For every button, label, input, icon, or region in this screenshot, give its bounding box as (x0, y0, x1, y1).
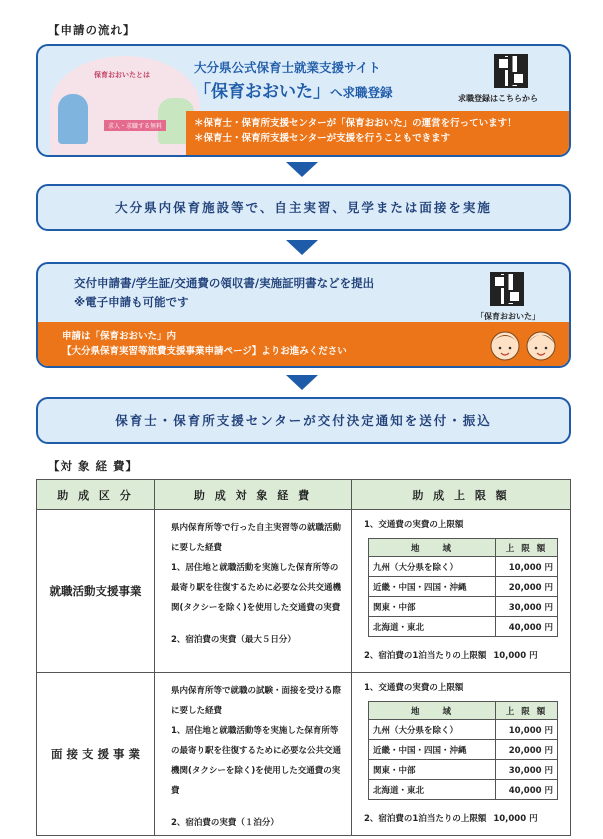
limit-title: 1、交通費の実費の上限額 (364, 520, 464, 530)
expense-intro: 県内保育所等で就職の試験・面接を受ける際に要した経費 (171, 686, 342, 716)
region-header: 地 域 (369, 702, 496, 720)
table-header-row (37, 480, 571, 510)
step3-orange-line2: 【大分県保育実習等旅費支援事業申請ページ】よりお進みください (62, 346, 347, 357)
region-amount: 20,000 円 (496, 577, 558, 597)
region-row (369, 557, 558, 577)
region-limit-table (368, 701, 558, 800)
step3-orange-line1: 申請は「保育おおいた」内 (62, 331, 177, 342)
region-amount: 10,000 円 (496, 720, 558, 740)
step1-notes (186, 111, 571, 157)
region-amount: 20,000 円 (496, 740, 558, 760)
step1-title-line1: 大分県公式保育士就業支援サイト (194, 60, 381, 75)
region-limit-table (368, 538, 558, 637)
region-amount: 40,000 円 (496, 780, 558, 800)
region-name: 近畿・中国・四国・沖縄 (369, 740, 496, 760)
category-cell: 面 接 支 援 事 業 (37, 673, 155, 836)
application-qr-code[interactable] (490, 272, 524, 306)
step2-card (36, 184, 571, 231)
region-name: 九州（大分県を除く） (369, 557, 496, 577)
step4-card (36, 397, 571, 444)
region-name: 関東・中部 (369, 597, 496, 617)
limit-cell (352, 510, 571, 673)
region-name: 北海道・東北 (369, 617, 496, 637)
site-thumbnail[interactable] (50, 56, 200, 156)
region-name: 九州（大分県を除く） (369, 720, 496, 740)
thumb-button: 求人・求職する無料 (104, 120, 166, 131)
header-expense: 助 成 対 象 経 費 (155, 480, 352, 510)
expense-cell (155, 673, 352, 836)
expense-item-2: 2、宿泊費の実費（１泊分） (171, 818, 279, 828)
step3-line1: 交付申請書/学生証/交通費の領収書/実施証明書などを提出 (74, 276, 375, 290)
expense-item-1: 1、居住地と就職活動等を実施した保育所等の最寄り駅を往復するために必要な公共交通機関(タクシーを除く)を使用した交通費の実費 (171, 726, 342, 796)
region-row (369, 597, 558, 617)
region-header: 地 域 (369, 539, 496, 557)
region-amount: 40,000 円 (496, 617, 558, 637)
step3-card (36, 262, 571, 368)
amount-header: 上 限 額 (496, 539, 558, 557)
site-name: 「保育おおいた」 (194, 82, 330, 102)
table-row (37, 510, 571, 673)
expense-intro: 県内保育所等で行った自主実習等の就職活動に要した経費 (171, 523, 342, 553)
expense-cell (155, 510, 352, 673)
amount-header: 上 限 額 (496, 702, 558, 720)
lodging-limit-amount: 10,000 円 (493, 814, 538, 824)
region-row (369, 740, 558, 760)
lodging-limit (364, 812, 560, 824)
application-qr-caption: 「保育おおいた」 (476, 312, 540, 321)
flow-title: 【申請の流れ】 (48, 23, 136, 37)
region-amount: 30,000 円 (496, 760, 558, 780)
table-row (37, 673, 571, 836)
region-row (369, 780, 558, 800)
register-qr-caption: 求職登録はこちらから (458, 94, 538, 103)
region-name: 関東・中部 (369, 760, 496, 780)
limit-title: 1、交通費の実費の上限額 (364, 683, 464, 693)
children-illustration (483, 326, 563, 364)
step1-note-2: ＊保育士・保育所支援センターが支援を行うこともできます (194, 133, 451, 144)
thumb-people (58, 94, 88, 144)
region-amount: 10,000 円 (496, 557, 558, 577)
step2-text: 大分県内保育施設等で、自主実習、見学または面接を実施 (115, 200, 492, 215)
limit-cell (352, 673, 571, 836)
expense-table (36, 479, 571, 836)
register-text: へ求職登録 (330, 85, 393, 100)
expense-item-2: 2、宿泊費の実費（最大５日分） (171, 635, 296, 645)
lodging-limit-label: 2、宿泊費の1泊当たりの上限額 (364, 651, 487, 661)
lodging-limit-label: 2、宿泊費の1泊当たりの上限額 (364, 814, 487, 824)
lodging-limit-amount: 10,000 円 (493, 651, 538, 661)
down-arrow-3 (286, 375, 318, 390)
header-limit: 助 成 上 限 額 (352, 480, 571, 510)
expense-item-1: 1、居住地と就職活動を実施した保育所等の最寄り駅を往復するために必要な公共交通機関(タクシーを除く)を使用した交通費の実費 (171, 563, 342, 613)
region-row (369, 760, 558, 780)
down-arrow-2 (286, 240, 318, 255)
register-qr-code[interactable] (494, 54, 528, 88)
lodging-limit (364, 649, 560, 661)
region-row (369, 577, 558, 597)
region-name: 近畿・中国・四国・沖縄 (369, 577, 496, 597)
step4-text: 保育士・保育所支援センターが交付決定通知を送付・振込 (115, 413, 492, 428)
thumb-heading: 保育おおいたとは (94, 71, 150, 79)
step1-note-1: ＊保育士・保育所支援センターが「保育おおいた」の運営を行っています！ (194, 118, 517, 129)
step1-title-line2 (194, 77, 393, 102)
region-amount: 30,000 円 (496, 597, 558, 617)
region-row (369, 617, 558, 637)
down-arrow-1 (286, 162, 318, 177)
step3-application-note (38, 322, 571, 368)
region-name: 北海道・東北 (369, 780, 496, 800)
step1-card (36, 44, 571, 157)
expense-title: 【対 象 経 費】 (48, 459, 139, 473)
step3-line2: ※電子申請も可能です (74, 295, 189, 309)
category-cell: 就職活動支援事業 (37, 510, 155, 673)
header-category: 助 成 区 分 (37, 480, 155, 510)
region-row (369, 720, 558, 740)
